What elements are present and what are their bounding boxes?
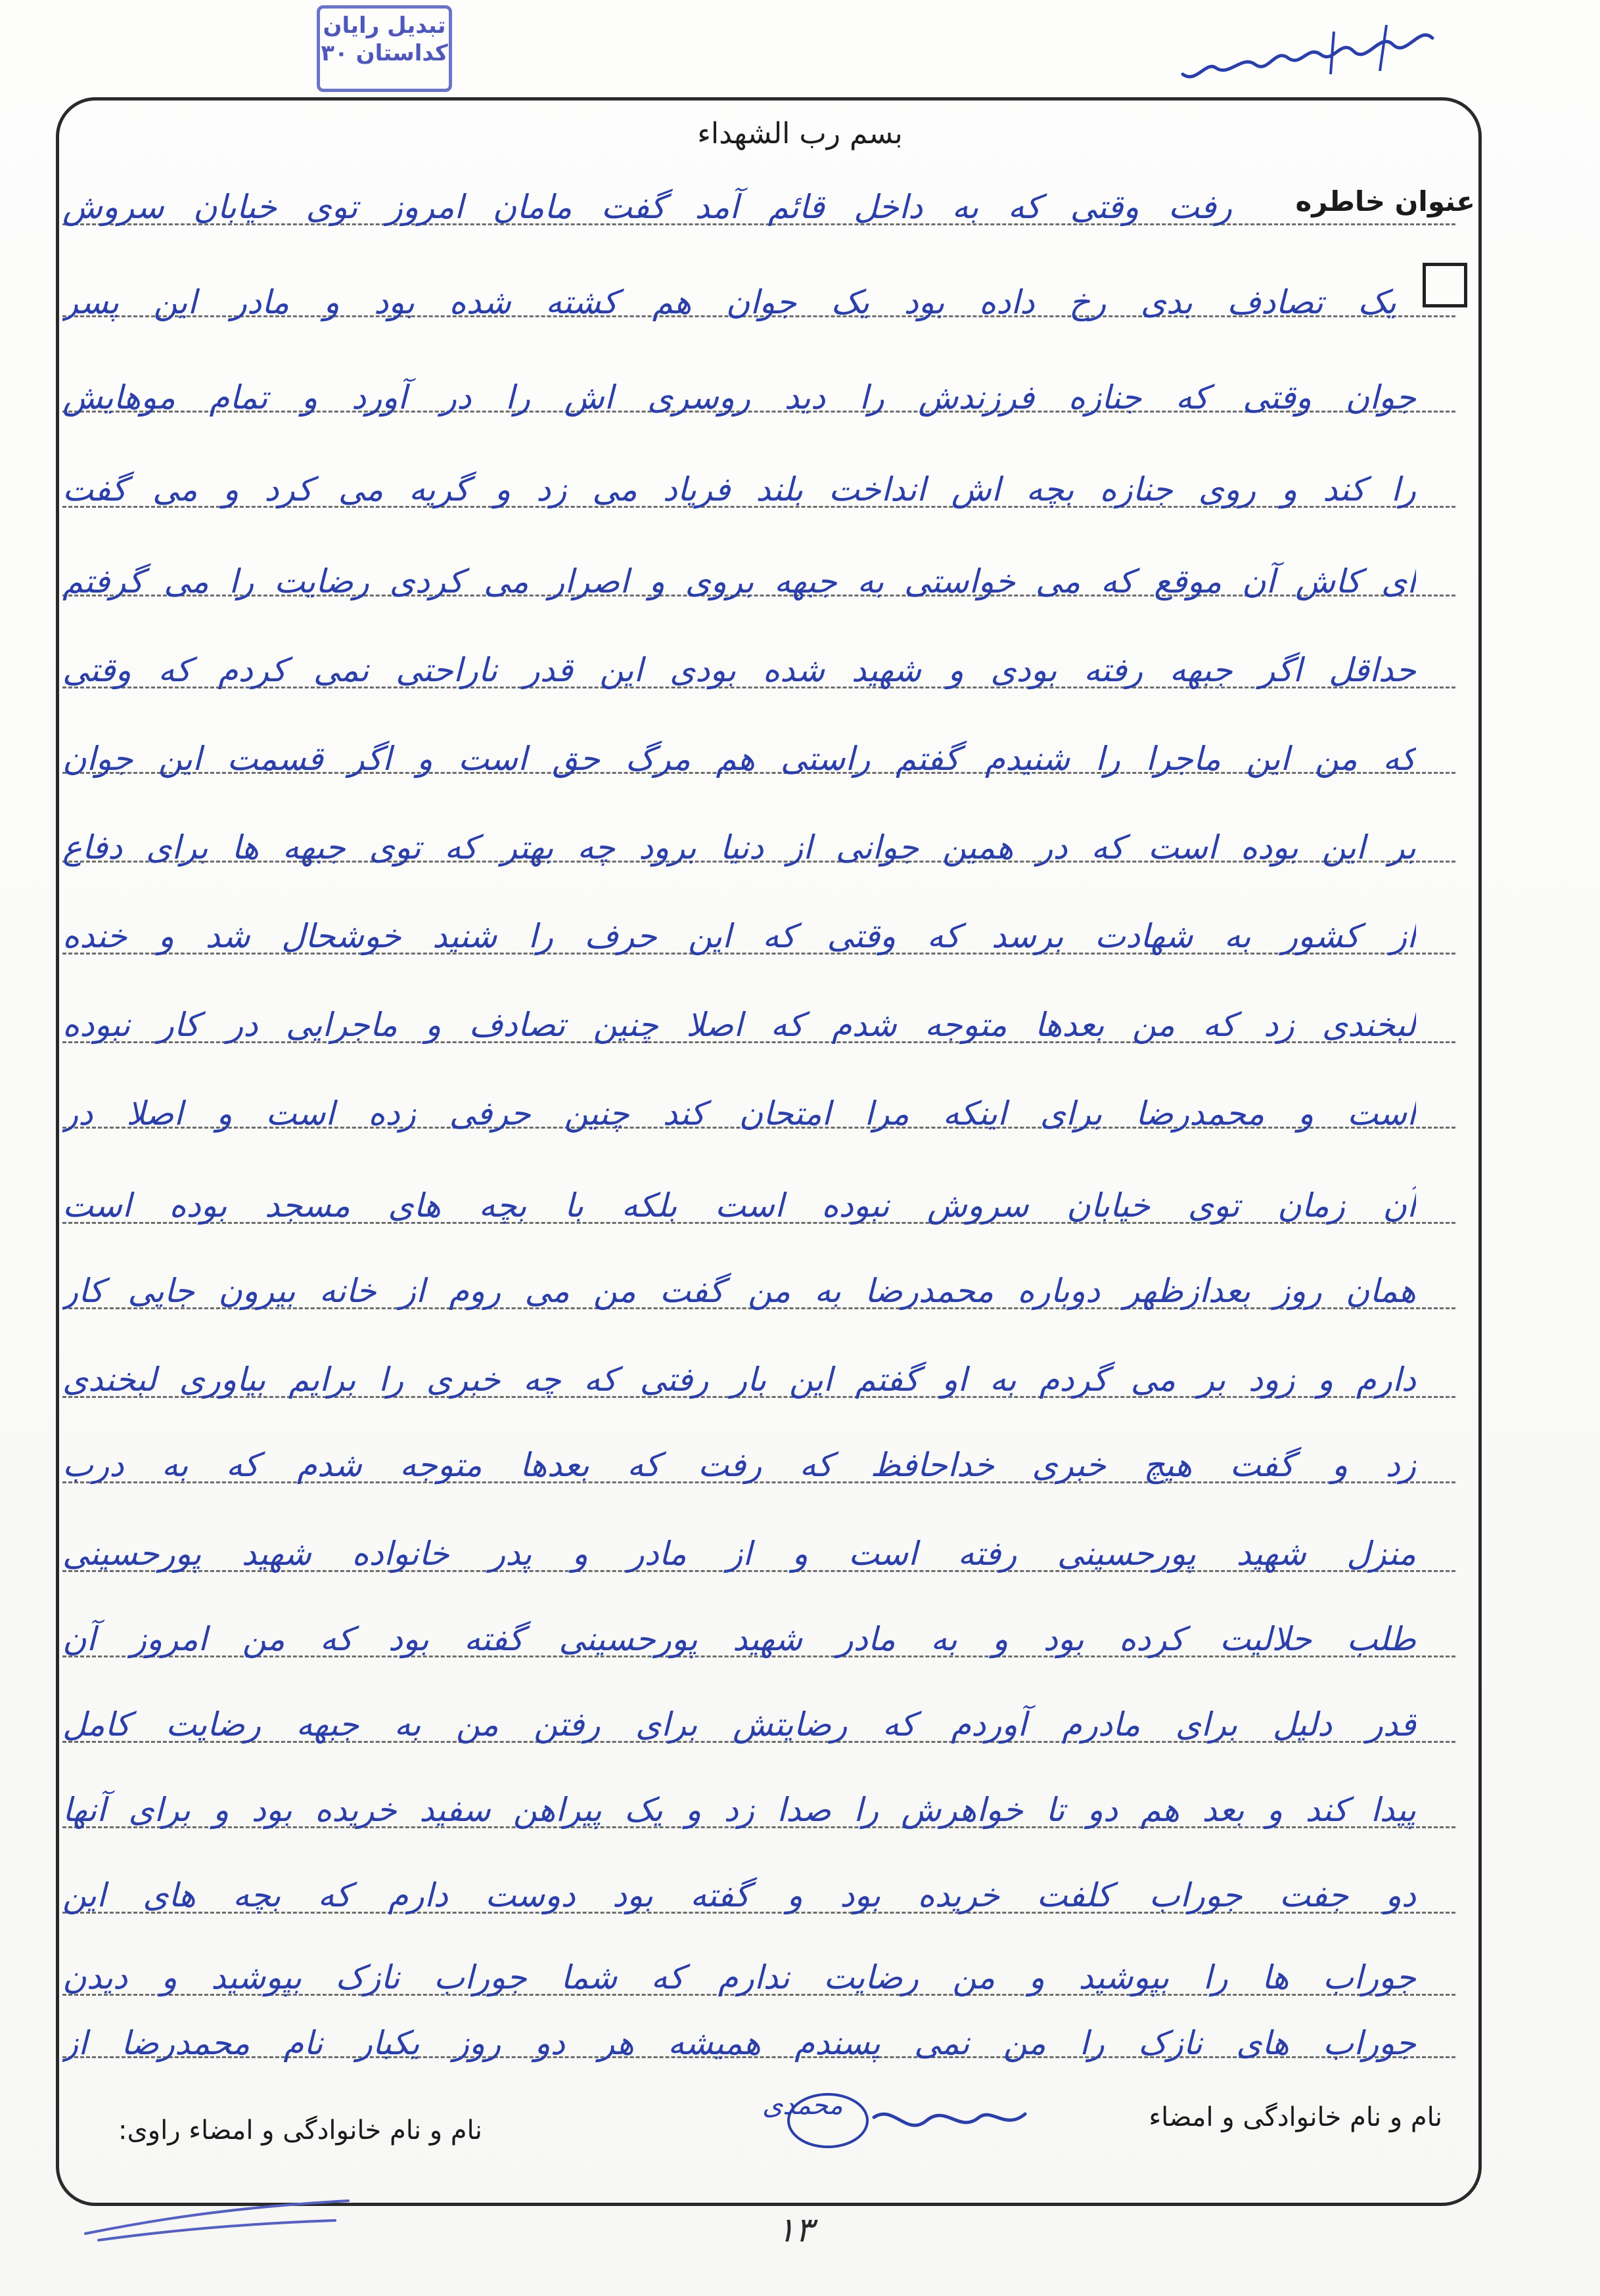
bottom-scribble (72, 2194, 361, 2247)
handwritten-line: ای کاش آن موقع که می خواستی به جبهه بروی و اصرار می کردی رضایت را می گرفتم (62, 562, 1416, 600)
page-heading: بسم رب الشهداء (697, 117, 903, 150)
handwritten-line: لبخندی زد که من بعدها متوجه شدم که اصلا چنین تصادف و ماجرایی در کار نبوده (62, 1006, 1416, 1044)
stamp-line-1: تبدیل رایان (323, 12, 446, 39)
stamp-line-2: کداستان ۳۰ (321, 40, 448, 66)
handwritten-line: حداقل اگر جبهه رفته بودی و شهید شده بودی این قدر ناراحتی نمی کردم که وقتی (62, 651, 1416, 689)
handwritten-line: که من این ماجرا را شنیدم گفتم راستی هم مرگ حق است و اگر قسمت این جوان (62, 740, 1416, 778)
handwritten-line: رفت وقتی که به داخل قائم آمد گفت مامان امروز توی خیابان سروش (62, 188, 1232, 226)
signature-label: نام و نام خانوادگی و امضاء (1149, 2102, 1442, 2132)
handwritten-line: همان روز بعدازظهر دوباره محمدرضا به من گفت من می روم از خانه بیرون جایی کار (62, 1272, 1416, 1310)
handwritten-line: جوراب های نازک را من نمی پسندم همیشه هر دو روز یکبار نام محمدرضا از (62, 2024, 1416, 2062)
page-number: ۱۳ (777, 2211, 813, 2250)
handwritten-line: قدر دلیل برای مادرم آوردم که رضایتش برای رفتن من به جبهه رضایت کامل (62, 1705, 1416, 1744)
narrator-signature-label: نام و نام خانوادگی و امضاء راوی: (118, 2115, 482, 2146)
checkbox[interactable] (1423, 263, 1467, 307)
rayan-stamp (317, 5, 452, 92)
handwritten-line: است و محمدرضا برای اینکه مرا امتحان کند چنین حرفی زده است و اصلا در (62, 1094, 1416, 1133)
handwritten-line: یک تصادف بدی رخ داده بود یک جوان هم کشته شده بود و مادر این پسر (62, 283, 1396, 321)
author-signature (1170, 12, 1446, 91)
signature-initials: محمدی (762, 2090, 843, 2121)
handwritten-line: از کشور به شهادت برسد که وقتی که این حرف را شنید خوشحال شد و خنده (62, 917, 1416, 955)
handwritten-line: زد و گفت هیچ خبری خداحافظ که رفت که بعدها متوجه شدم که به درب (62, 1446, 1416, 1484)
handwritten-line: آن زمان توی خیابان سروش نبوده است بلکه با بچه های مسجد بوده است (62, 1186, 1416, 1225)
memory-title-label: عنوان خاطره (1295, 185, 1475, 217)
handwritten-line: طلب حلالیت کرده بود و به مادر شهید پورحسینی گفته بود که من امروز آن (62, 1620, 1416, 1658)
handwritten-line: منزل شهید پورحسینی رفته است و از مادر و پدر خانواده شهید پورحسینی (62, 1535, 1416, 1573)
handwritten-line: را کند و روی جنازه بچه اش انداخت بلند فریاد می زد و گریه می کرد و می گفت (62, 470, 1416, 508)
handwritten-line: پیدا کند و بعد هم دو تا خواهرش را صدا زد و یک پیراهن سفید خریده بود و برای آنها (62, 1791, 1416, 1829)
handwritten-line: دو جفت جوراب کلفت خریده بود و گفته بود دوست دارم که بچه های این (62, 1876, 1416, 1914)
handwritten-line: جوان وقتی که جنازه فرزندش را دید روسری اش را در آورد و تمام موهایش (62, 378, 1416, 416)
handwritten-line: جوراب ها را بپوشید و من رضایت ندارم که شما جوراب نازک بپوشید و دیدن (62, 1958, 1416, 1996)
handwritten-line: بر این بوده است که در همین جوانی از دنیا برود چه بهتر که توی جبهه ها برای دفاع (62, 828, 1416, 867)
handwritten-line: دارم و زود بر می گردم به او گفتم این بار رفتی که چه خبری را برایم بیاوری لبخندی (62, 1361, 1416, 1399)
